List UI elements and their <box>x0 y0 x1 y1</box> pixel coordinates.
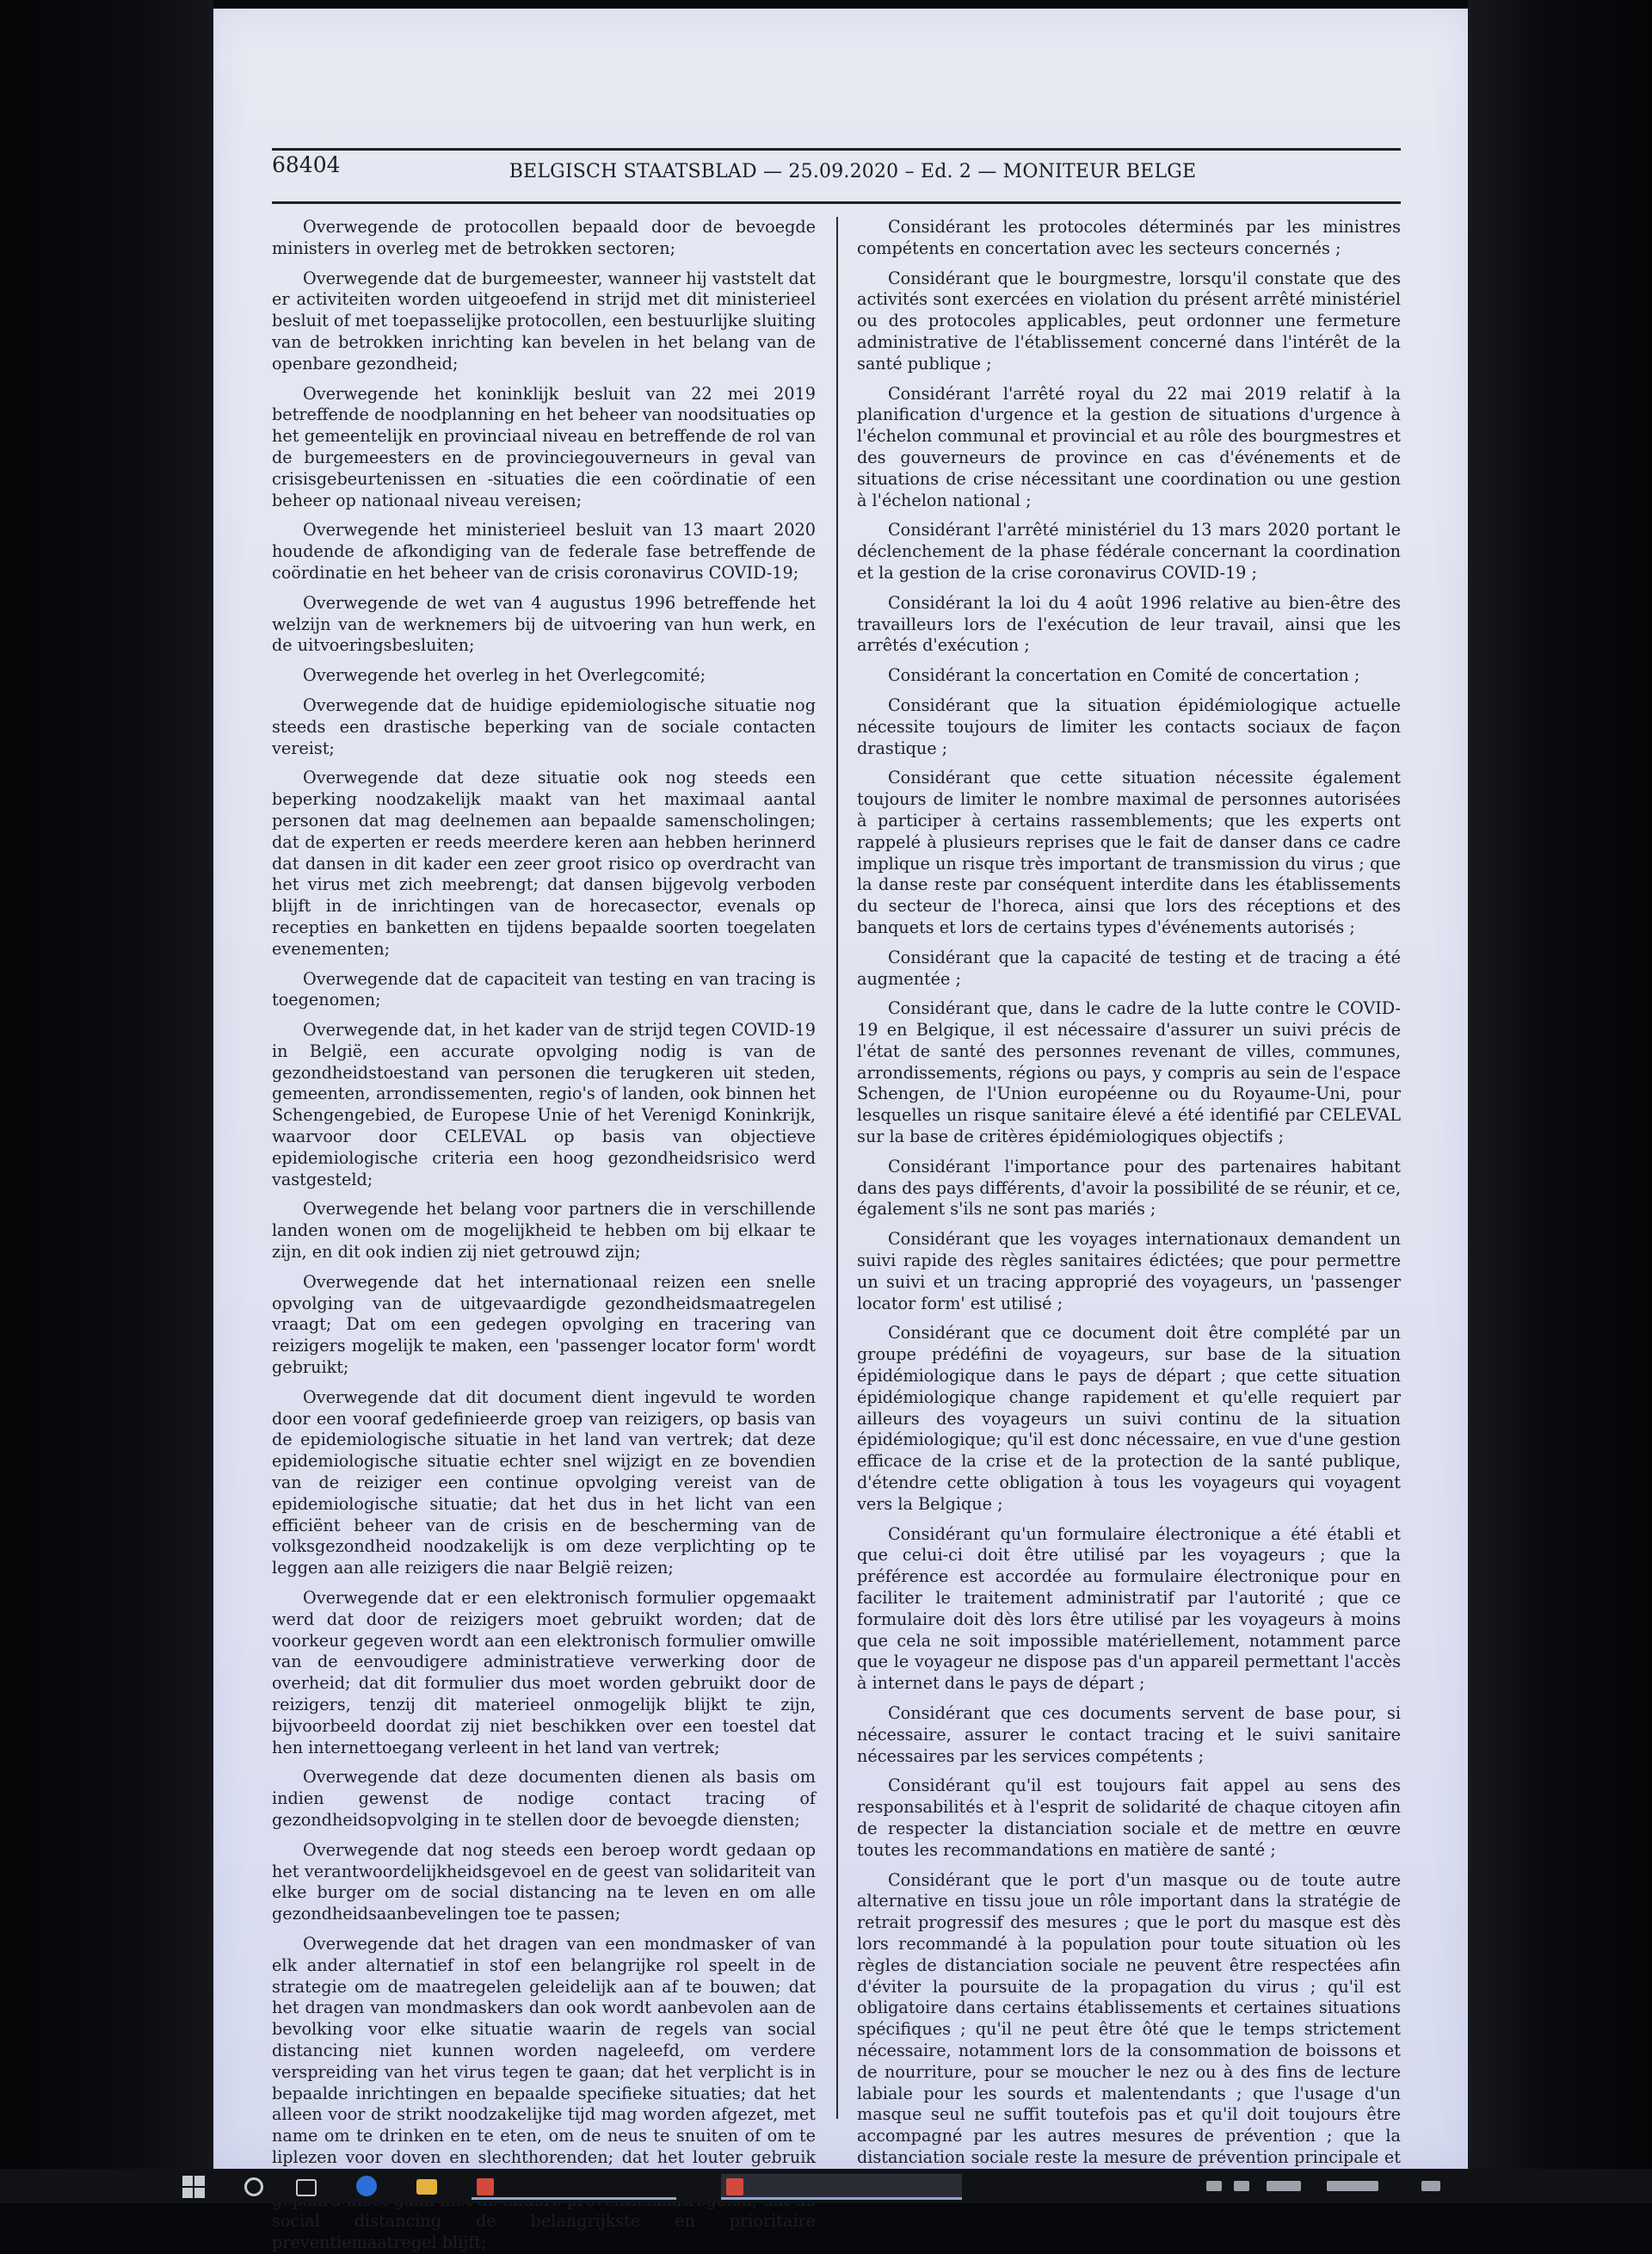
dutch-paragraph: Overwegende dat deze situatie ook nog steeds een beperking noodzakelijk maakt van het maximaal aantal personen dat mag deelnemen aan bepaalde samenscholingen; dat de experten er reeds meerdere keren aan hebben herinnerd dat dansen in dit kader een zeer groot risico op overdracht van het virus met zich meebrengt; dat dansen bijgevolg verboden blijft in de inrichtingen van de horecasector, evenals op recepties en banketten en tijdens bepaalde soorten toegelaten evenementen; <box>272 768 816 959</box>
dutch-paragraph: Overwegende dat dit document dient ingevuld te worden door een vooraf gedefinieerde groep van reizigers, op basis van de epidemiologische situatie in het land van vertrek; dat deze epidemiologische situatie echter snel wijzigt en ze bovendien van de reiziger een continue opvolging vereist van de epidemiologische situatie; dat het dus in het licht van een efficiënt beheer van de crisis en de bescherming van de volksgezondheid noodzakelijk is om deze verplichting op te leggen aan alle reizigers die naar België reizen; <box>272 1386 816 1578</box>
dutch-paragraph: Overwegende het koninklijk besluit van 22 mei 2019 betreffende de noodplanning en het beheer van noodsituaties op het gemeentelijk en provinciaal niveau en betreffende de rol van de burgemeesters en de provinciegouverneurs in geval van crisisgebeurtenissen en -situaties die een coördinatie of een beheer op nationaal niveau vereisen; <box>272 383 816 510</box>
dutch-paragraph: Overwegende dat het dragen van een mondmasker of van elk ander alternatief in stof een belangrijke rol speelt in de strategie om de maatregelen geleidelijk aan af te bouwen; dat het dragen van mondmaskers dan ook wordt aanbevolen aan de bevolking voor elke situatie waarin de regels van social distancing niet kunnen worden nageleefd, om verdere verspreiding van het virus tegen te gaan; dat het verplicht is in bepaalde inrichtingen en bepaalde specifieke situaties; dat het alleen voor de strikt noodzakelijke tijd mag worden afgezet, met name om te drinken en te eten, om de neus te snuiten of om te liplezen voor doven en slechthorenden; dat het louter gebruik social distancing de belangrijkste en prioritaire preventiemaatregel blijft; <box>272 1933 816 2253</box>
dutch-paragraph: Overwegende dat de capaciteit van testing en van tracing is toegenomen; <box>272 968 816 1010</box>
french-paragraph: Considérant que ces documents servent de base pour, si nécessaire, assurer le contact tracing et le suivi sanitaire nécessaires par les services compétents ; <box>857 1703 1401 1766</box>
french-paragraph: Considérant l'importance pour des partenaires habitant dans des pays différents, d'avoir la possibilité de se réunir, et ce, également s'ils ne sont pas mariés ; <box>857 1156 1401 1220</box>
taskbar <box>0 2169 1652 2203</box>
french-paragraph: Considérant que la capacité de testing et de tracing a été augmentée ; <box>857 947 1401 989</box>
dutch-paragraph: Overwegende dat deze documenten dienen als basis om indien gewenst de nodige contact tracing of gezondheidsopvolging in te stellen door de bevoegde diensten; <box>272 1767 816 1830</box>
french-paragraph: Considérant la concertation en Comité de concertation ; <box>888 665 1360 686</box>
french-paragraph: Considérant que ce document doit être complété par un groupe prédéfini de voyageurs, sur base de la situation épidémiologique dans le pays de départ ; que cette situation épidémiologique change rapidement et qu'elle requiert par ailleurs des voyageurs un suivi continu de la situation épidémiologique; qu'il est donc nécessaire, en vue d'une gestion efficace de la crise et de la protection de la santé publique, d'étendre cette obligation à tous les voyageurs qui voyagent vers la Belgique ; <box>857 1323 1401 1514</box>
dutch-paragraph: Overwegende dat er een elektronisch formulier opgemaakt werd dat door de reizigers moet gebruikt worden; dat de voorkeur gegeven wordt aan een elektronisch formulier omwille van de eenvoudigere administratieve verwerking door de overheid; dat dit formulier dus moet worden gebruikt door de reizigers, tenzij dit materieel onmogelijk blijkt te zijn, bijvoorbeeld doordat zij niet beschikken over een toestel dat hen internettoegang verleent in het land van vertrek; <box>272 1588 816 1757</box>
dutch-paragraph: Overwegende het overleg in het Overlegcomité; <box>303 665 706 686</box>
french-paragraph: Considérant que le bourgmestre, lorsqu'il constate que des activités sont exercées en violation du présent arrêté ministériel ou des protocoles applicables, peut ordonner une fermeture administrative de l'établissement concerné dans l'intérêt de la santé publique ; <box>857 268 1401 374</box>
french-paragraph: Considérant que cette situation nécessite également toujours de limiter le nombre maximal de personnes autorisées à participer à certains rassemblements; que les experts ont rappelé à plusieurs reprises que le fait de danser dans ce cadre implique un risque très important de transmission du virus ; que la danse reste par conséquent interdite dans les établissements du secteur de l'horeca, ainsi que lors des réceptions et des banquets et lors de certains types d'événements autorisés ; <box>857 768 1401 937</box>
system-tray[interactable] <box>1172 2176 1447 2196</box>
french-paragraph: Considérant l'arrêté royal du 22 mai 2019 relatif à la planification d'urgence et la gestion de situations d'urgence à l'échelon communal et provincial et au rôle des bourgmestres et des gouverneurs de province en cas d'événements et de situations de crise nécessitant une coordination ou une gestion à l'échelon national ; <box>857 383 1401 510</box>
dutch-paragraph: Overwegende dat de burgemeester, wanneer hij vaststelt dat er activiteiten worden uitgeoefend in strijd met dit ministerieel besluit of met toepasselijke protocollen, een bestuurlijke sluiting van de betrokken inrichting kan bevelen in het belang van de openbare gezondheid; <box>272 268 816 374</box>
file-explorer-icon[interactable] <box>416 2179 437 2195</box>
taskbar-app-pdf-2[interactable] <box>721 2174 962 2200</box>
task-view-icon[interactable] <box>296 2179 317 2196</box>
gazette-title: BELGISCH STAATSBLAD — 25.09.2020 – Ed. 2 — MONITEUR BELGE <box>509 161 1197 182</box>
dutch-paragraph: Overwegende de wet van 4 augustus 1996 betreffende het welzijn van de werknemers bij de uitvoering van hun werk, en de uitvoeringsbesluiten; <box>272 592 816 656</box>
page-number: 68404 <box>272 152 341 177</box>
bilingual-columns <box>272 217 1401 2253</box>
dutch-paragraph: Overwegende dat het internationaal reizen een snelle opvolging van de uitgevaardigde gezondheidsmaatregelen vraagt; Dat om een gedegen opvolging en tracering van reizigers mogelijk te maken, een 'passenger locator form' wordt gebruikt; <box>272 1271 816 1378</box>
french-paragraph: Considérant que, dans le cadre de la lutte contre le COVID-19 en Belgique, il est nécessaire d'assurer un suivi précis de l'état de santé des personnes revenant de villes, communes, arrondissements, régions ou pays, y compris au sein de l'espace Schengen, de l'Union européenne ou du Royaume-Uni, pour lesquelles un risque sanitaire élevé a été identifié par CELEVAL sur la base de critères épidémiologiques objectifs ; <box>857 998 1401 1147</box>
monitor-bezel-left <box>0 0 213 2169</box>
taskbar-app-pdf-1[interactable] <box>472 2174 676 2200</box>
dutch-column <box>272 217 816 2253</box>
windows-start-icon[interactable] <box>182 2176 205 2198</box>
french-paragraph: Considérant l'arrêté ministériel du 13 mars 2020 portant le déclenchement de la phase fédérale concernant la coordination et la gestion de la crise coronavirus COVID-19 ; <box>857 520 1401 583</box>
document-viewer[interactable] <box>213 9 1468 2253</box>
dutch-paragraph: Overwegende de protocollen bepaald door de bevoegde ministers in overleg met de betrokken sectoren; <box>272 217 816 258</box>
column-divider <box>836 217 838 2119</box>
dutch-paragraph: Overwegende dat, in het kader van de strijd tegen COVID-19 in België, een accurate opvolging nodig is van de gezondheidstoestand van personen die terugkeren uit steden, gemeenten, arrondissementen, regio's of landen, ook binnen het Schengengebied, de Europese Unie of het Verenigd Koninkrijk, waarvoor door CELEVAL op basis van objectieve epidemiologische criteria een hoog gezondheidsrisico werd vastgesteld; <box>272 1020 816 1189</box>
french-paragraph: Considérant qu'un formulaire électronique a été établi et que celui-ci doit être utilisé par les voyageurs ; que la préférence est accordée au formulaire électronique pour en faciliter le traitement administratif par l'autorité ; que ce formulaire doit dès lors être utilisé par les voyageurs à moins que cela ne soit impossible matériellement, notamment parce que le voyageur ne dispose pas d'un appareil permettant l'accès à internet dans le pays de départ ; <box>857 1523 1401 1694</box>
dutch-paragraph: Overwegende dat nog steeds een beroep wordt gedaan op het verantwoordelijkheidsgevoel en de geest van solidariteit van elke burger om de social distancing na te leven en om alle gezondheidsaanbevelingen toe te passen; <box>272 1839 816 1924</box>
header-rule-top <box>272 148 1401 151</box>
french-paragraph: Considérant la loi du 4 août 1996 relative au bien-être des travailleurs lors de l'exécution de leur travail, ainsi que les arrêtés d'exécution ; <box>857 592 1401 656</box>
monitor-bezel-right <box>1468 0 1652 2169</box>
french-column <box>857 217 1401 2167</box>
dutch-paragraph: Overwegende het belang voor partners die in verschillende landen wonen om de mogelijkheid te hebben om bij elkaar te zijn, en dit ook indien zij niet getrouwd zijn; <box>272 1199 816 1263</box>
header-rule-bottom <box>272 201 1401 204</box>
dutch-paragraph: Overwegende dat de huidige epidemiologische situatie nog steeds een drastische beperking van de sociale contacten vereist; <box>272 695 816 758</box>
french-paragraph: Considérant les protocoles déterminés par les ministres compétents en concertation avec les secteurs concernés ; <box>857 217 1401 258</box>
dutch-paragraph: Overwegende het ministerieel besluit van 13 maart 2020 houdende de afkondiging van de federale fase betreffende de coördinatie en het beheer van de crisis coronavirus COVID-19; <box>272 520 816 583</box>
french-paragraph: Considérant que le port d'un masque ou de toute autre alternative en tissu joue un rôle important dans la stratégie de retrait progressif des mesures ; que le port du masque est dès lors recommandé à la population pour toute situation où les règles de distanciation sociale ne peuvent être respectées afin d'éviter la poursuite de la propagation du virus ; qu'il est obligatoire dans certains établissements et certaines situations spécifiques ; qu'il ne peut être ôté que le temps strictement nécessaire, notamment lors de la consommation de boissons et de nourriture, pour se moucher le nez ou à des fins de lecture labiale pour les sourds et malentendants ; que l'usage d'un masque seul ne suffit toutefois pas et qu'il doit toujours être accompagné par les autres mesures de prévention ; que la distanciation sociale reste la mesure de prévention principale et <box>857 1869 1401 2167</box>
search-icon[interactable] <box>244 2177 263 2196</box>
edge-browser-icon[interactable] <box>356 2176 377 2196</box>
french-paragraph: Considérant que la situation épidémiologique actuelle nécessite toujours de limiter les contacts sociaux de façon drastique ; <box>857 695 1401 758</box>
gazette-header <box>272 129 1401 208</box>
french-paragraph: Considérant qu'il est toujours fait appel au sens des responsabilités et à l'esprit de solidarité de chaque citoyen afin de respecter la distanciation sociale et de mettre en œuvre toutes les recommandations en matière de santé ; <box>857 1775 1401 1860</box>
french-paragraph: Considérant que les voyages internationaux demandent un suivi rapide des règles sanitaires édictées; que pour permettre un suivi et un tracing approprié des voyageurs, un 'passenger locator form' est utilisé ; <box>857 1229 1401 1313</box>
